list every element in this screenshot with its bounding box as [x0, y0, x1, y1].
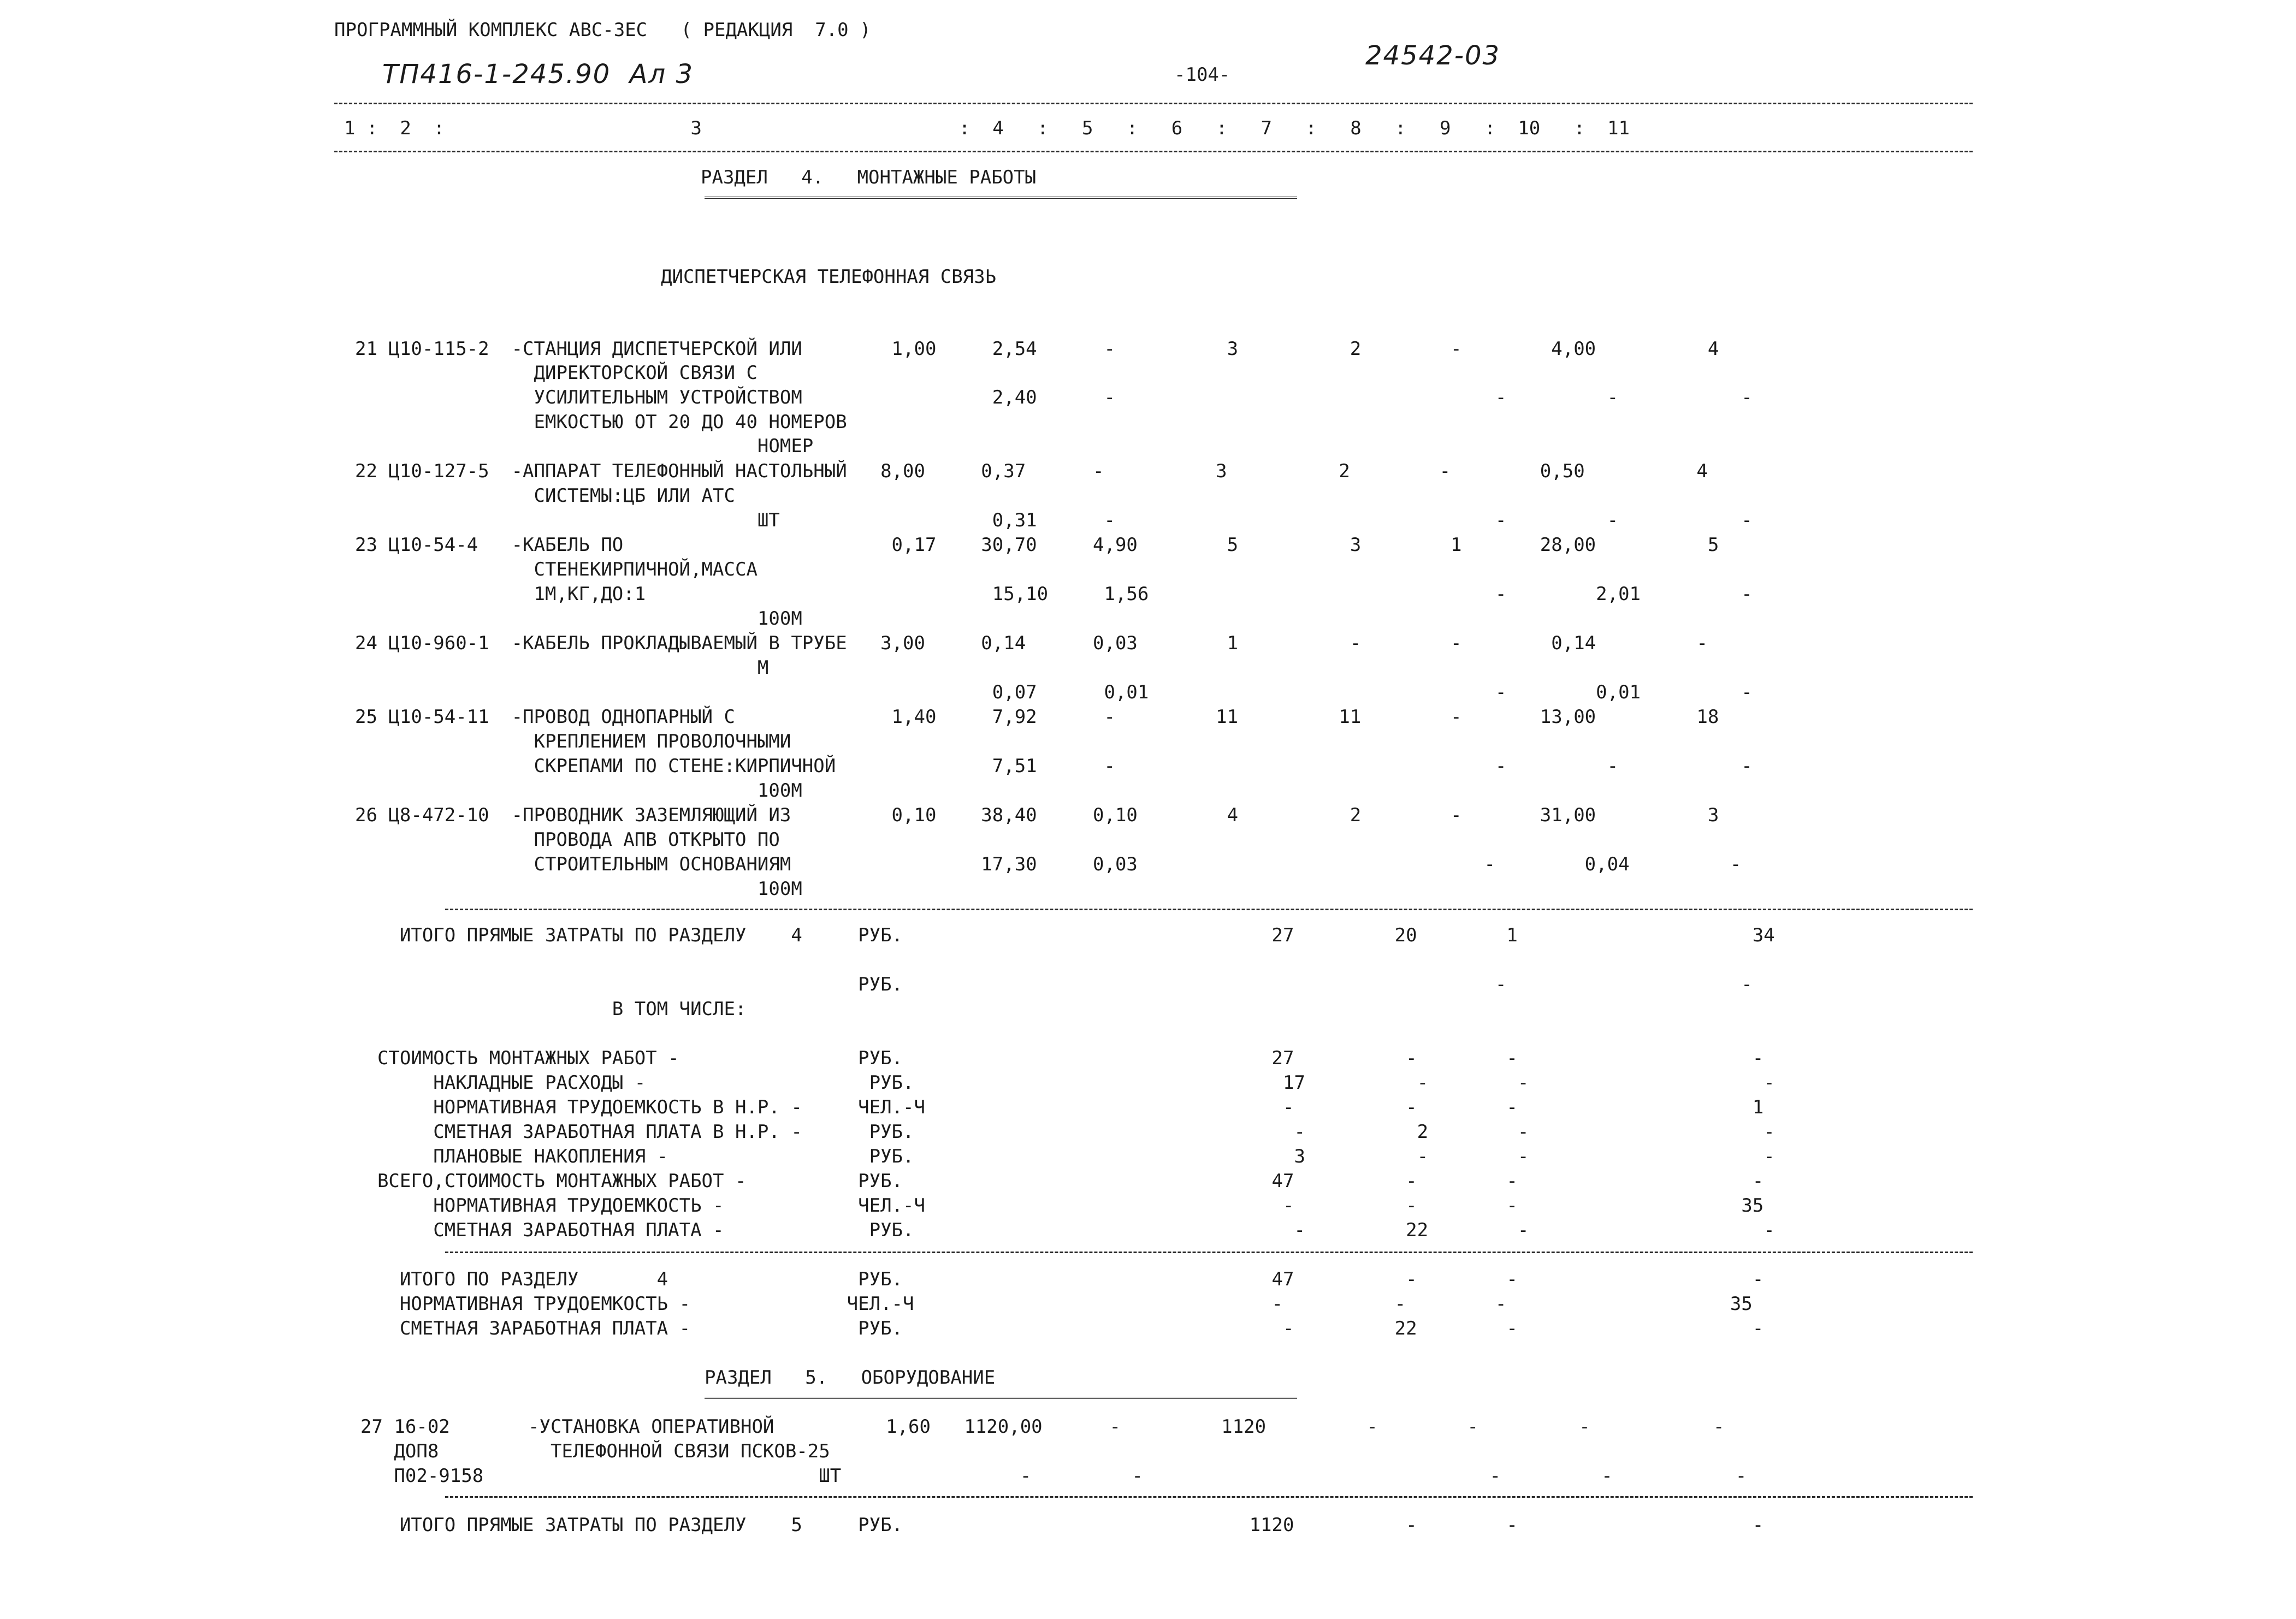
estimate-line: 0,07 0,01 - 0,01 - [355, 681, 1753, 703]
totals-line: РУБ. - - [355, 974, 1753, 995]
section-5-total: ИТОГО ПРЯМЫЕ ЗАТРАТЫ ПО РАЗДЕЛУ 5 РУБ. 1120 - - - [355, 1514, 1764, 1536]
estimate-line: 100М [355, 780, 802, 802]
estimate-line: СИСТЕМЫ:ЦБ ИЛИ АТС [355, 485, 735, 507]
estimate-line: 26 Ц8-472-10 -ПРОВОДНИК ЗАЗЕМЛЯЮЩИЙ ИЗ 0,10 38,40 0,10 4 2 - 31,00 3 [355, 804, 1719, 826]
divider [334, 151, 1973, 152]
project-code: ТП416-1-245.90 Ал 3 [382, 59, 694, 90]
estimate-line: 21 Ц10-115-2 -СТАНЦИЯ ДИСПЕТЧЕРСКОЙ ИЛИ 1,00 2,54 - 3 2 - 4,00 4 [355, 338, 1719, 360]
page-number: -104- [1174, 64, 1230, 86]
totals-line: НОРМАТИВНАЯ ТРУДОЕМКОСТЬ - ЧЕЛ.-Ч - - - 35 [355, 1195, 1764, 1217]
totals-line: СМЕТНАЯ ЗАРАБОТНАЯ ПЛАТА - РУБ. - 22 - - [355, 1219, 1775, 1241]
estimate-line: 1М,КГ,ДО:1 15,10 1,56 - 2,01 - [355, 583, 1753, 605]
estimate-line: 23 Ц10-54-4 -КАБЕЛЬ ПО 0,17 30,70 4,90 5 3 1 28,00 5 [355, 534, 1719, 556]
section-total-line: НОРМАТИВНАЯ ТРУДОЕМКОСТЬ - ЧЕЛ.-Ч - - - 35 [355, 1293, 1753, 1315]
program-header: ПРОГРАММНЫЙ КОМПЛЕКС АВС-3ЕС ( РЕДАКЦИЯ 7.0 ) [334, 19, 871, 41]
estimate-line: ШТ 0,31 - - - - [355, 509, 1753, 531]
estimate-line: ЕМКОСТЬЮ ОТ 20 ДО 40 НОМЕРОВ [355, 411, 847, 433]
section-total-line: ИТОГО ПО РАЗДЕЛУ 4 РУБ. 47 - - - [355, 1268, 1764, 1290]
estimate-line: УСИЛИТЕЛЬНЫМ УСТРОЙСТВОМ 2,40 - - - - [355, 387, 1753, 408]
totals-line: НАКЛАДНЫЕ РАСХОДЫ - РУБ. 17 - - - [355, 1072, 1775, 1094]
section-5-title: РАЗДЕЛ 5. ОБОРУДОВАНИЕ [705, 1367, 996, 1389]
totals-line: ИТОГО ПРЯМЫЕ ЗАТРАТЫ ПО РАЗДЕЛУ 4 РУБ. 27 20 1 34 [355, 924, 1775, 946]
estimate-line: 100М [355, 608, 802, 630]
estimate-line: СКРЕПАМИ ПО СТЕНЕ:КИРПИЧНОЙ 7,51 - - - - [355, 755, 1753, 777]
estimate-line: 24 Ц10-960-1 -КАБЕЛЬ ПРОКЛАДЫВАЕМЫЙ В ТРУБЕ 3,00 0,14 0,03 1 - - 0,14 - [355, 632, 1708, 654]
totals-line: СТОИМОСТЬ МОНТАЖНЫХ РАБОТ - РУБ. 27 - - - [355, 1047, 1764, 1069]
estimate-line: П02-9158 ШТ - - - - - [360, 1465, 1747, 1487]
estimate-line: ДИРЕКТОРСКОЙ СВЯЗИ С [355, 362, 758, 384]
subsection-title: ДИСПЕТЧЕРСКАЯ ТЕЛЕФОННАЯ СВЯЗЬ [661, 266, 997, 288]
section-4-underline [705, 197, 1297, 199]
estimate-line: ПРОВОДА АПВ ОТКРЫТО ПО [355, 829, 780, 851]
section-total-line: СМЕТНАЯ ЗАРАБОТНАЯ ПЛАТА - РУБ. - 22 - - [355, 1318, 1764, 1339]
totals-line: СМЕТНАЯ ЗАРАБОТНАЯ ПЛАТА В Н.Р. - РУБ. - 2 - - [355, 1121, 1775, 1143]
totals-line: НОРМАТИВНАЯ ТРУДОЕМКОСТЬ В Н.Р. - ЧЕЛ.-Ч - - - 1 [355, 1096, 1764, 1118]
estimate-line: НОМЕР [355, 435, 814, 457]
column-numbers: 1 : 2 : 3 : 4 : 5 : 6 : 7 : 8 : 9 : 10 : 11 [344, 117, 1630, 139]
estimate-line: ДОП8 ТЕЛЕФОННОЙ СВЯЗИ ПСКОВ-25 [360, 1440, 830, 1462]
estimate-line: 27 16-02 -УСТАНОВКА ОПЕРАТИВНОЙ 1,60 1120,00 - 1120 - - - - [360, 1416, 1725, 1438]
estimate-line: КРЕПЛЕНИЕМ ПРОВОЛОЧНЫМИ [355, 731, 791, 752]
section-5-underline [705, 1397, 1297, 1399]
document-code: 24542-03 [1365, 40, 1501, 71]
estimate-line: СТРОИТЕЛЬНЫМ ОСНОВАНИЯМ 17,30 0,03 - 0,04 - [355, 853, 1742, 875]
totals-line: ВСЕГО,СТОИМОСТЬ МОНТАЖНЫХ РАБОТ - РУБ. 47 - - - [355, 1170, 1764, 1192]
estimate-line: СТЕНЕКИРПИЧНОЙ,МАССА [355, 559, 758, 580]
divider [445, 1496, 1973, 1498]
divider [445, 1252, 1973, 1253]
totals-line: ПЛАНОВЫЕ НАКОПЛЕНИЯ - РУБ. 3 - - - [355, 1146, 1775, 1167]
divider [334, 103, 1973, 104]
section-4-title: РАЗДЕЛ 4. МОНТАЖНЫЕ РАБОТЫ [701, 167, 1037, 188]
estimate-line: 25 Ц10-54-11 -ПРОВОД ОДНОПАРНЫЙ С 1,40 7,92 - 11 11 - 13,00 18 [355, 706, 1719, 728]
totals-line: В ТОМ ЧИСЛЕ: [355, 998, 747, 1020]
estimate-line: 22 Ц10-127-5 -АППАРАТ ТЕЛЕФОННЫЙ НАСТОЛЬНЫЙ 8,00 0,37 - 3 2 - 0,50 4 [355, 460, 1708, 482]
divider [445, 909, 1973, 910]
estimate-line: М [355, 657, 769, 679]
estimate-line: 100М [355, 878, 802, 900]
